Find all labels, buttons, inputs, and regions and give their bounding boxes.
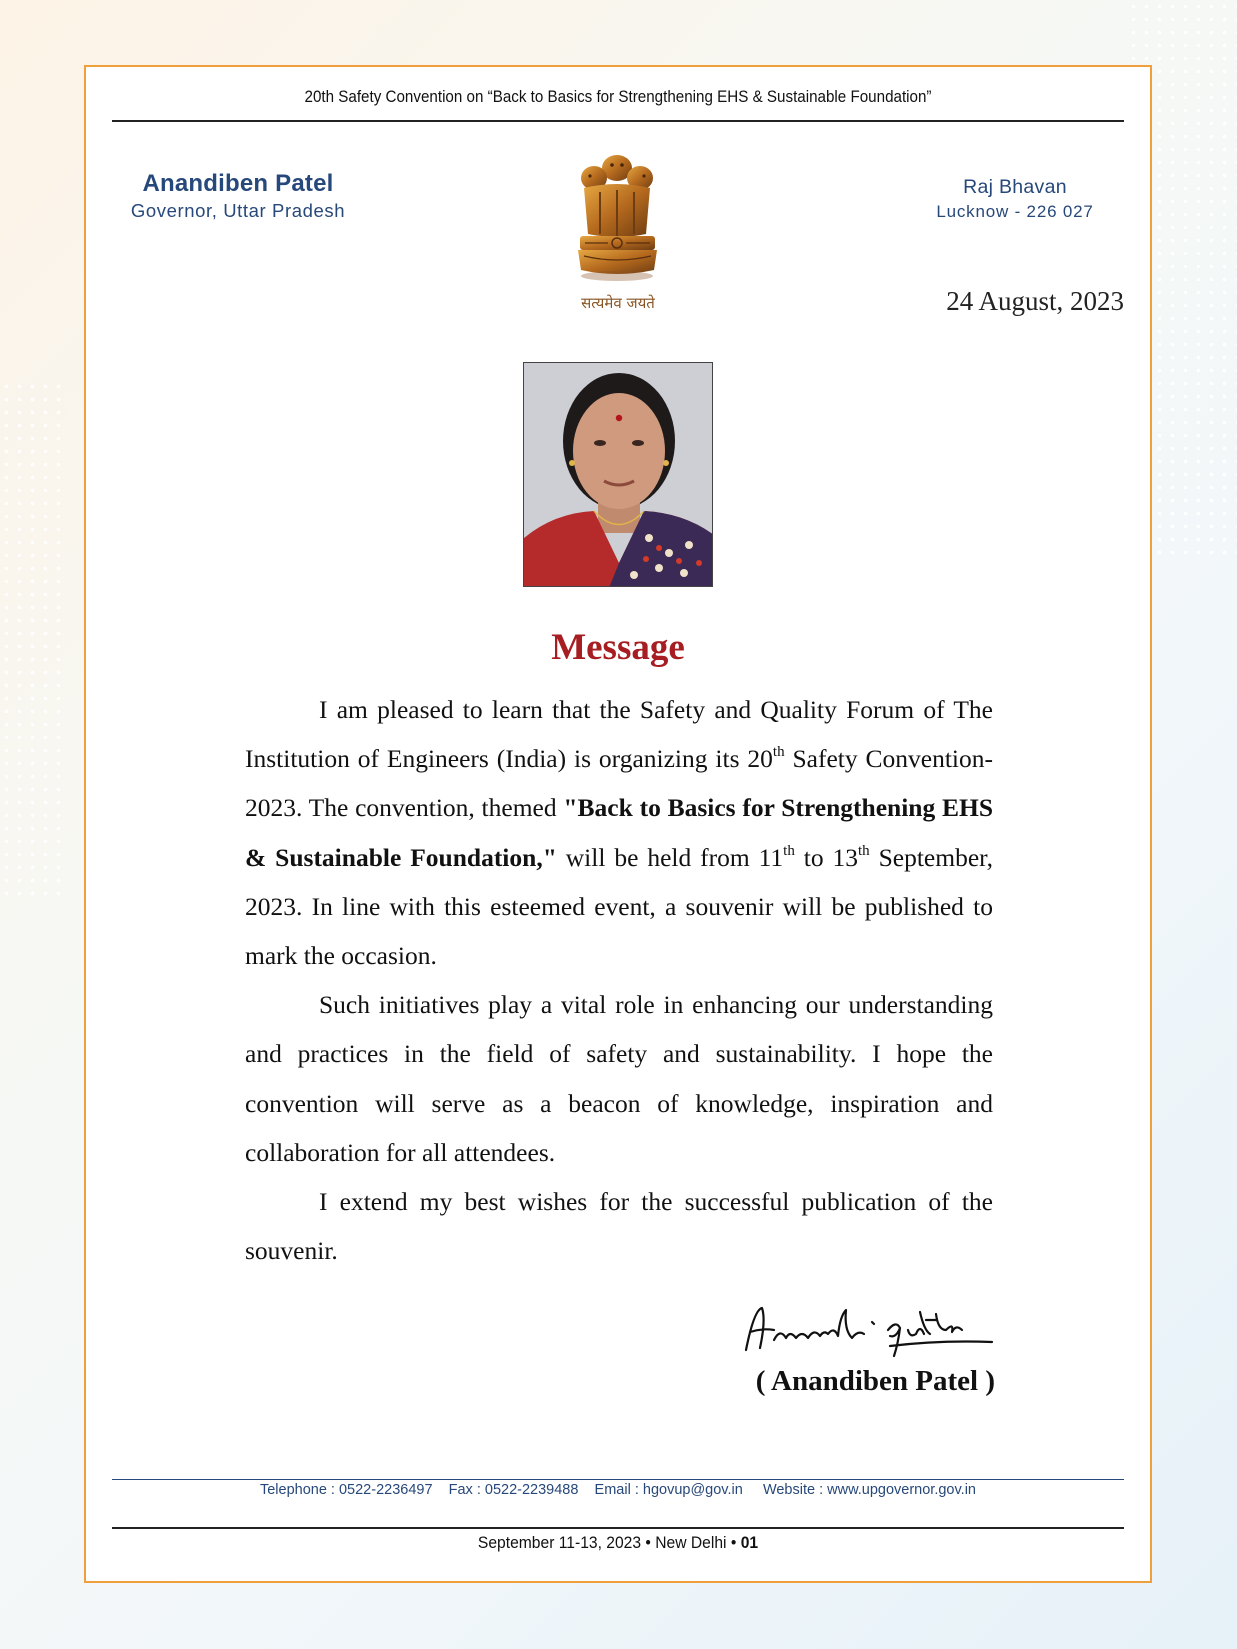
governor-photo bbox=[523, 362, 713, 587]
governor-name: Anandiben Patel bbox=[142, 170, 334, 197]
header-rule bbox=[112, 120, 1124, 122]
contact-info: Telephone : 0522-2236497 Fax : 0522-2239488 Email : hgovup@gov.in Website : www.upgovernor.gov.in bbox=[259, 1482, 976, 1498]
letterhead-name-block bbox=[118, 170, 358, 222]
convention-theme: "Back to Basics for Strengthening EHS & Sustainable Foundation," bbox=[245, 793, 994, 872]
message-body bbox=[245, 685, 993, 1275]
address-line-1: Raj Bhavan bbox=[963, 176, 1067, 198]
message-paragraph-2: Such initiatives play a vital role in enhancing our understanding and practices in the field of safety and sustainability. I hope the convention will serve as a beacon of knowledge, inspiration and collaboration for all attendees. bbox=[245, 990, 993, 1167]
footer-rule bbox=[112, 1527, 1124, 1529]
signatory-name: ( Anandiben Patel ) bbox=[755, 1365, 995, 1397]
footer-event: September 11-13, 2023 • New Delhi • bbox=[477, 1533, 741, 1552]
page-footer bbox=[152, 1533, 1083, 1553]
message-paragraph-3: I extend my best wishes for the successful publication of the souvenir. bbox=[245, 1187, 993, 1266]
state-emblem-icon bbox=[570, 152, 665, 292]
letter-date: 24 August, 2023 bbox=[946, 286, 1124, 316]
emblem-motto: सत्यमेव जयते bbox=[581, 294, 655, 312]
running-header: 20th Safety Convention on “Back to Basics for Strengthening EHS & Sustainable Foundation” bbox=[304, 88, 932, 106]
signature-icon bbox=[740, 1300, 995, 1358]
message-paragraph-1: I am pleased to learn that the Safety and Quality Forum of The Institution of Engineers (India) is organizing its 20th Safety Convention-2023. The convention, themed "Back to Basics for Strengthening EHS & Sustainable Foundation," will be held from 11th to 13th September, 2023. In line with this esteemed event, a souvenir will be published to mark the occasion. bbox=[245, 695, 994, 971]
contact-rule bbox=[112, 1479, 1124, 1480]
address-line-2: Lucknow - 226 027 bbox=[936, 202, 1094, 221]
page-number: 01 bbox=[740, 1533, 759, 1552]
decor-dots-left bbox=[0, 380, 70, 900]
message-title: Message bbox=[551, 627, 685, 668]
letterhead-address-block bbox=[920, 176, 1110, 222]
governor-title: Governor, Uttar Pradesh bbox=[130, 200, 346, 221]
